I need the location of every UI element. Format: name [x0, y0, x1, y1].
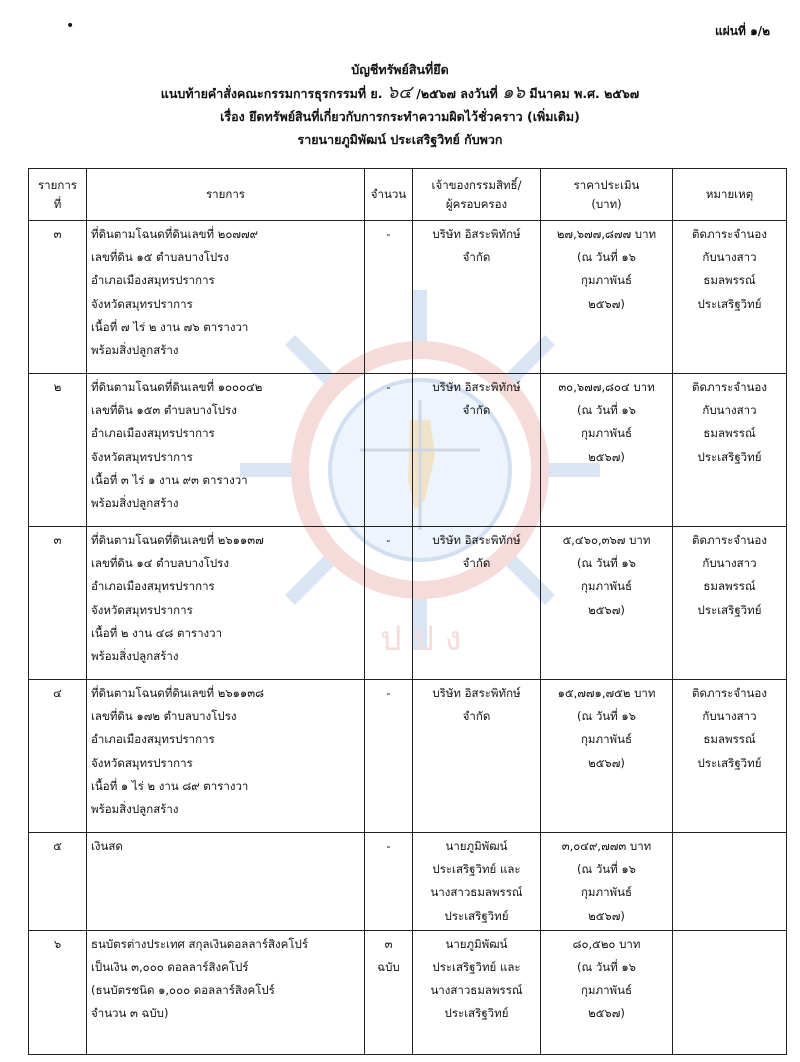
stray-mark: • — [66, 18, 75, 34]
cell-owner — [413, 833, 541, 931]
cell-note-line: ประเสริฐวิทย์ — [697, 449, 762, 464]
cell-owner — [413, 527, 541, 680]
cell-item-line: จังหวัดสมุทรปราการ — [91, 602, 193, 617]
cell-owner-line: จำกัด — [462, 250, 491, 265]
table-row — [29, 680, 787, 833]
cell-note-line: ธมลพรรณ์ — [703, 732, 756, 747]
cell-item-line: เนื้อที่ ๓ ไร่ ๑ งาน ๙๓ ตารางวา — [91, 472, 248, 487]
cell-item-line: ที่ดินตามโฉนดที่ดินเลขที่ ๒๐๗๗๙ — [91, 227, 259, 241]
order-mid: /๒๕๖๗ ลงวันที่ — [416, 86, 498, 101]
table-row — [29, 833, 787, 931]
cell-owner-line: บริษัท อิสระพิทักษ์ — [432, 686, 521, 700]
cell-item-line: (ธนบัตรชนิด ๑,๐๐๐ ดอลลาร์สิงคโปร์ — [91, 983, 275, 998]
cell-price-line: ๑๕,๗๗๑,๗๕๒ บาท — [557, 686, 656, 700]
cell-item-line: พร้อมสิ่งปลูกสร้าง — [91, 496, 179, 511]
cell-no — [29, 680, 87, 833]
cell-qty — [365, 930, 413, 1054]
cell-item-line: จังหวัดสมุทรปราการ — [91, 449, 193, 464]
document-subject: เรื่อง ยึดทรัพย์สินที่เกี่ยวกับการกระทำความผิดไว้ชั่วคราว (เพิ่มเติม) — [220, 109, 580, 124]
table-row — [29, 527, 787, 680]
header-item: รายการ — [87, 169, 365, 221]
cell-item-line: พร้อมสิ่งปลูกสร้าง — [91, 343, 179, 358]
cell-price-line: (ณ วันที่ ๑๖ — [577, 960, 636, 975]
cell-note-line: ประเสริฐวิทย์ — [697, 602, 762, 617]
cell-item-line: อำเภอเมืองสมุทรปราการ — [91, 732, 215, 747]
cell-price-line: ๒๕๖๗) — [588, 296, 625, 311]
cell-price-line: ๒๕๖๗) — [588, 449, 625, 464]
cell-qty-line: - — [386, 533, 391, 547]
cell-owner — [413, 374, 541, 527]
cell-price-line: ๒๕๖๗) — [588, 755, 625, 770]
cell-owner-line: นายภูมิพัฒน์ — [445, 936, 508, 951]
header-price: ราคาประเมิน (บาท) — [541, 169, 673, 221]
cell-item-line: เนื้อที่ ๗ ไร่ ๒ งาน ๗๖ ตารางวา — [91, 319, 249, 334]
cell-item — [87, 374, 365, 527]
cell-price — [541, 374, 673, 527]
sheet-number: แผ่นที่ ๑/๒ — [715, 24, 770, 38]
order-prefix: แนบท้ายคำสั่งคณะกรรมการธุรกรรมที่ ย. — [160, 86, 383, 101]
cell-no — [29, 527, 87, 680]
cell-item — [87, 527, 365, 680]
cell-item-line: เลขที่ดิน ๑๔ ตำบลบางโปรง — [91, 556, 229, 571]
table-row — [29, 930, 787, 1054]
cell-note — [673, 374, 787, 527]
cell-note-line: ติดภาระจำนอง — [692, 227, 767, 241]
header-no: รายการ ที่ — [29, 169, 87, 221]
cell-owner-line: ประเสริฐวิทย์ — [444, 908, 509, 923]
cell-qty — [365, 221, 413, 374]
cell-item-line: จังหวัดสมุทรปราการ — [91, 755, 193, 770]
cell-qty-line: - — [386, 380, 391, 394]
cell-qty-line: - — [386, 227, 391, 241]
table-row — [29, 221, 787, 374]
document-title: บัญชีทรัพย์สินที่ยึด — [351, 62, 449, 77]
cell-item-line: อำเภอเมืองสมุทรปราการ — [91, 426, 215, 441]
cell-item — [87, 221, 365, 374]
asset-table — [28, 168, 787, 1055]
cell-owner-line: จำกัด — [462, 403, 491, 418]
cell-price-line: ๒๗,๖๗๗,๘๗๗ บาท — [556, 227, 657, 241]
order-date-suffix: มีนาคม พ.ศ. ๒๕๖๗ — [529, 86, 640, 101]
cell-price — [541, 930, 673, 1054]
cell-note-line: ธมลพรรณ์ — [703, 579, 756, 594]
cell-owner-line: บริษัท อิสระพิทักษ์ — [432, 533, 521, 547]
header-note: หมายเหตุ — [673, 169, 787, 221]
cell-qty — [365, 527, 413, 680]
document-person: รายนายภูมิพัฒน์ ประเสริฐวิทย์ กับพวก — [297, 132, 503, 147]
cell-owner-line: บริษัท อิสระพิทักษ์ — [432, 380, 521, 394]
cell-no — [29, 221, 87, 374]
header-qty: จำนวน — [365, 169, 413, 221]
cell-price-line: (ณ วันที่ ๑๖ — [577, 556, 636, 571]
cell-price-line: ๒๕๖๗) — [588, 602, 625, 617]
cell-qty — [365, 374, 413, 527]
cell-no — [29, 833, 87, 931]
cell-price-line: ๒๕๖๗) — [588, 1006, 625, 1021]
cell-price-line: กุมภาพันธ์ — [580, 885, 633, 900]
header-owner: เจ้าของกรรมสิทธิ์/ ผู้ครอบครอง — [413, 169, 541, 221]
cell-item-line: พร้อมสิ่งปลูกสร้าง — [91, 802, 179, 817]
cell-note-line: ประเสริฐวิทย์ — [697, 296, 762, 311]
cell-owner-line: บริษัท อิสระพิทักษ์ — [432, 227, 521, 241]
cell-price-line: ๒๕๖๗) — [588, 908, 625, 923]
cell-note — [673, 680, 787, 833]
cell-no — [29, 374, 87, 527]
cell-price — [541, 527, 673, 680]
cell-item-line: ที่ดินตามโฉนดที่ดินเลขที่ ๑๐๐๐๔๒ — [91, 380, 263, 394]
cell-item-line: เลขที่ดิน ๑๕๓ ตำบลบางโปรง — [91, 403, 237, 418]
cell-note-line: กับนางสาว — [702, 403, 757, 418]
cell-no — [29, 930, 87, 1054]
table-header-row — [29, 169, 787, 221]
cell-note-line: ประเสริฐวิทย์ — [697, 755, 762, 770]
cell-owner — [413, 680, 541, 833]
cell-owner-line: จำกัด — [462, 709, 491, 724]
cell-qty-line: ฉบับ — [377, 960, 400, 975]
cell-price-line: (ณ วันที่ ๑๖ — [577, 403, 636, 418]
cell-price-line: กุมภาพันธ์ — [580, 426, 633, 441]
cell-item-line: ธนบัตรต่างประเทศ สกุลเงินดอลลาร์สิงคโปร์ — [91, 936, 309, 951]
cell-item-line: ที่ดินตามโฉนดที่ดินเลขที่ ๒๖๑๑๓๘ — [91, 686, 264, 700]
cell-price-line: กุมภาพันธ์ — [580, 983, 633, 998]
cell-price-line: (ณ วันที่ ๑๖ — [577, 862, 636, 877]
cell-price-line: ๕,๔๖๐,๓๖๗ บาท — [562, 533, 651, 547]
cell-price-line: กุมภาพันธ์ — [580, 732, 633, 747]
cell-note — [673, 221, 787, 374]
cell-price-line: ๘๐,๕๒๐ บาท — [572, 936, 641, 951]
cell-item-line: อำเภอเมืองสมุทรปราการ — [91, 579, 215, 594]
cell-note-line: ติดภาระจำนอง — [692, 686, 767, 700]
cell-qty — [365, 680, 413, 833]
cell-price — [541, 833, 673, 931]
cell-item-line: เลขที่ดิน ๑๗๒ ตำบลบางโปรง — [91, 709, 237, 724]
cell-price-line: กุมภาพันธ์ — [580, 273, 633, 288]
cell-note-line: ธมลพรรณ์ — [703, 273, 756, 288]
cell-owner-line: นายภูมิพัฒน์ — [445, 839, 508, 853]
cell-owner — [413, 930, 541, 1054]
cell-qty-line: ๓ — [384, 936, 393, 951]
cell-owner-line: ประเสริฐวิทย์ — [444, 1006, 509, 1021]
cell-no-line: ๓ — [53, 227, 62, 241]
cell-item — [87, 833, 365, 931]
order-day: ๑๖ — [502, 82, 526, 103]
cell-price-line: (ณ วันที่ ๑๖ — [577, 250, 636, 265]
document-header — [0, 58, 800, 151]
cell-price-line: กุมภาพันธ์ — [580, 579, 633, 594]
cell-owner-line: จำกัด — [462, 556, 491, 571]
cell-no-line: ๕ — [53, 839, 62, 853]
cell-qty-line: - — [386, 686, 391, 700]
cell-qty-line: - — [386, 839, 391, 853]
cell-price — [541, 221, 673, 374]
cell-note-line: ติดภาระจำนอง — [692, 380, 767, 394]
cell-note-line: กับนางสาว — [702, 250, 757, 265]
cell-item-line: อำเภอเมืองสมุทรปราการ — [91, 273, 215, 288]
order-reference — [0, 81, 800, 105]
cell-item-line: จำนวน ๓ ฉบับ) — [91, 1006, 169, 1021]
cell-note — [673, 930, 787, 1054]
cell-price-line: (ณ วันที่ ๑๖ — [577, 709, 636, 724]
cell-note — [673, 527, 787, 680]
cell-item-line: พร้อมสิ่งปลูกสร้าง — [91, 649, 179, 664]
cell-note — [673, 833, 787, 931]
cell-qty — [365, 833, 413, 931]
cell-price-line: ๓,๐๔๙,๗๗๓ บาท — [561, 839, 652, 853]
cell-item-line: จังหวัดสมุทรปราการ — [91, 296, 193, 311]
cell-item-line: เงินสด — [91, 839, 123, 853]
cell-no-line: ๓ — [53, 533, 62, 547]
cell-item — [87, 930, 365, 1054]
cell-item — [87, 680, 365, 833]
cell-owner-line: นางสาวธมลพรรณ์ — [430, 885, 523, 900]
cell-item-line: เลขที่ดิน ๑๕ ตำบลบางโปรง — [91, 250, 229, 265]
cell-owner-line: นางสาวธมลพรรณ์ — [430, 983, 523, 998]
cell-note-line: กับนางสาว — [702, 709, 757, 724]
cell-item-line: เนื้อที่ ๒ งาน ๔๘ ตารางวา — [91, 625, 223, 640]
cell-note-line: ติดภาระจำนอง — [692, 533, 767, 547]
table-row — [29, 374, 787, 527]
cell-owner-line: ประเสริฐวิทย์ และ — [432, 862, 521, 877]
cell-item-line: ที่ดินตามโฉนดที่ดินเลขที่ ๒๖๑๑๓๗ — [91, 533, 264, 547]
cell-note-line: ธมลพรรณ์ — [703, 426, 756, 441]
cell-price — [541, 680, 673, 833]
svg-text:ป ป ง: ป ป ง — [380, 619, 462, 659]
order-number: ๖๔ — [386, 82, 412, 103]
cell-item-line: เป็นเงิน ๓,๐๐๐ ดอลลาร์สิงคโปร์ — [91, 960, 249, 975]
cell-owner-line: ประเสริฐวิทย์ และ — [432, 960, 521, 975]
cell-note-line: กับนางสาว — [702, 556, 757, 571]
cell-item-line: เนื้อที่ ๑ ไร่ ๒ งาน ๘๙ ตารางวา — [91, 778, 249, 793]
cell-price-line: ๓๐,๖๗๗,๘๐๔ บาท — [558, 380, 655, 394]
cell-owner — [413, 221, 541, 374]
cell-no-line: ๔ — [53, 686, 62, 700]
cell-no-line: ๖ — [53, 936, 62, 951]
cell-no-line: ๒ — [53, 380, 62, 394]
